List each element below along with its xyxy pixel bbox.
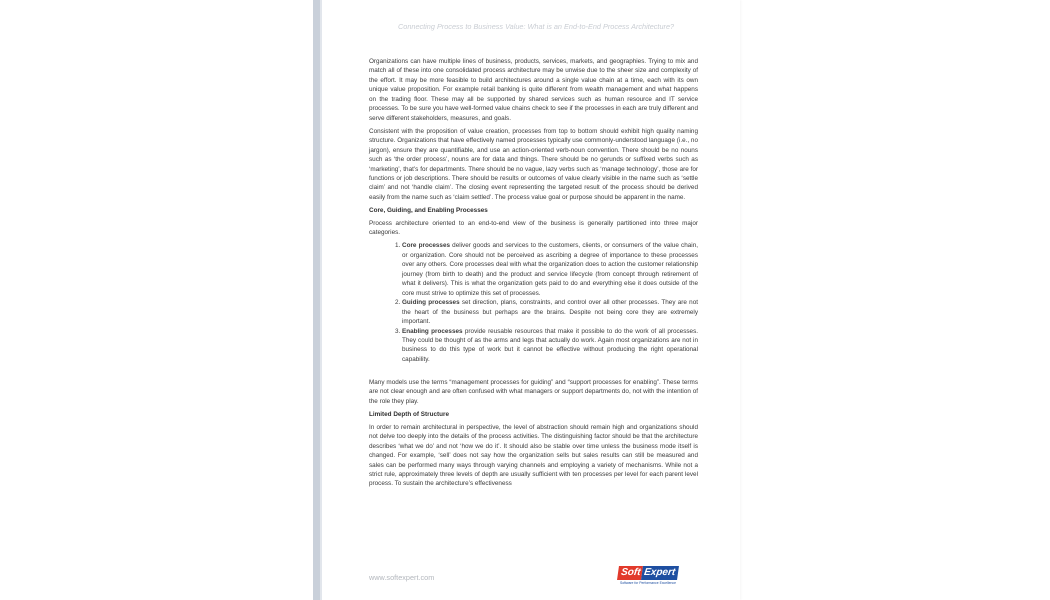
heading-limited-depth: Limited Depth of Structure [369,410,450,418]
softexpert-logo [618,566,699,588]
paragraph-naming-structure: Consistent with the proposition of value creation, processes from top to bottom should exhibit high quality naming structure. Organizations that have effectively named processes typically use commonly-understood language (i.e., no jargon), ensure they are quantifiable, and use an action-oriented verb-noun convention. There should be no nouns such as ‘the order process’, nouns are for data and things. There should be no gerunds or suffixed verbs such as ‘marketing’, that’s for departments. There should be no vague, lazy verbs such as ‘manage technology’, those are for functions or job descriptions. There should be results or outcomes of value clearly visible in the name such as ‘settle claim’ and not ‘handle claim’. The closing event representing the targeted result of the process should be derived easily from the name such as ‘claim settled’. The process value goal or purpose should be apparent in the name. [369,127,698,201]
list-term-enabling: Enabling processes [402,327,463,335]
logo-soft: Soft [617,566,643,580]
heading-core-guiding-enabling: Core, Guiding, and Enabling Processes [369,206,488,214]
list-term-guiding: Guiding processes [402,299,460,307]
footer-url: www.softexpert.com [369,573,435,582]
list-text-core: deliver goods and services to the customers, clients, or consumers of the value chain, or organization. Core should not be perceived as ascribing a degree of importance to these processes over any others. Core processes deal with what the organization does to action the customer relationship journey (from birth to death) and the product and service lifecycle (from concept through retirement of what it delivers). This is what the organization gets paid to do and everything else it does outside of the core must strive to optimize this set of processes. [402,242,698,297]
list-item-guiding [402,298,698,326]
list-text-guiding: set direction, plans, constraints, and control over all other processes. They are not the heart of the business but perhaps are the brains. Despite not being core they are extremely important. [402,299,698,326]
list-term-core: Core processes [402,242,451,250]
paragraph-lines-of-business: Organizations can have multiple lines of business, products, services, markets, and geographies. Trying to mix and match all of these into one consolidated process architecture may be unwise due to the sheer size and complexity of the effort. It may be more feasible to build architectures around a single value chain at a time, each with its own unique value proposition. For example retail banking is quite different from wealth management and what happens on the trading floor. These may all be supported by shared services such as human resource and IT service processes. To be sure you have well-formed value chains check to see if the processes in each are truly different and serve different stakeholders, measures, and goals. [369,58,698,122]
list-text-enabling: provide reusable resources that make it possible to do the work of all processes. They could be thought of as the arms and legs that actually do work. Again most organizations are not in business to do this type of work but it cannot be effective without producing the right operational capability. [402,327,698,363]
list-item-core [402,241,698,298]
running-header: Connecting Process to Business Value: What is an End-to-End Process Architecture? [398,22,675,31]
process-category-list [369,241,698,364]
logo-tagline: Software for Performance Excellence [620,581,676,585]
paragraph-core-intro: Process architecture oriented to an end-to-end view of the business is generally partitioned into three major categories. [369,219,698,237]
logo-wordmark [618,566,679,580]
paragraph-limited-depth: In order to remain architectural in perspective, the level of abstraction should remain high and organizations should not delve too deeply into the details of the process activities. The distinguishing factor should be that the architecture describes ‘what we do’ and not ‘how we do it’. It should also be stable over time unless the business mode itself is changed. For example, ‘sell’ does not say how the organization sells but sales results can still be measured and sales can be performed many ways through varying channels and employing a variety of mechanisms. While not a strict rule, approximately three levels of depth are usually sufficient with ten processes per level for each parent level process. To sustain the architecture’s effectiveness [369,423,698,488]
logo-expert: Expert [641,566,679,580]
page-body [369,57,698,493]
list-item-enabling [402,327,698,365]
paragraph-models: Many models use the terms “management processes for guiding” and “support processes for enabling”. These terms are not clear enough and are often confused with what managers or support departments do, not with the intention of the role they play. [369,378,698,405]
